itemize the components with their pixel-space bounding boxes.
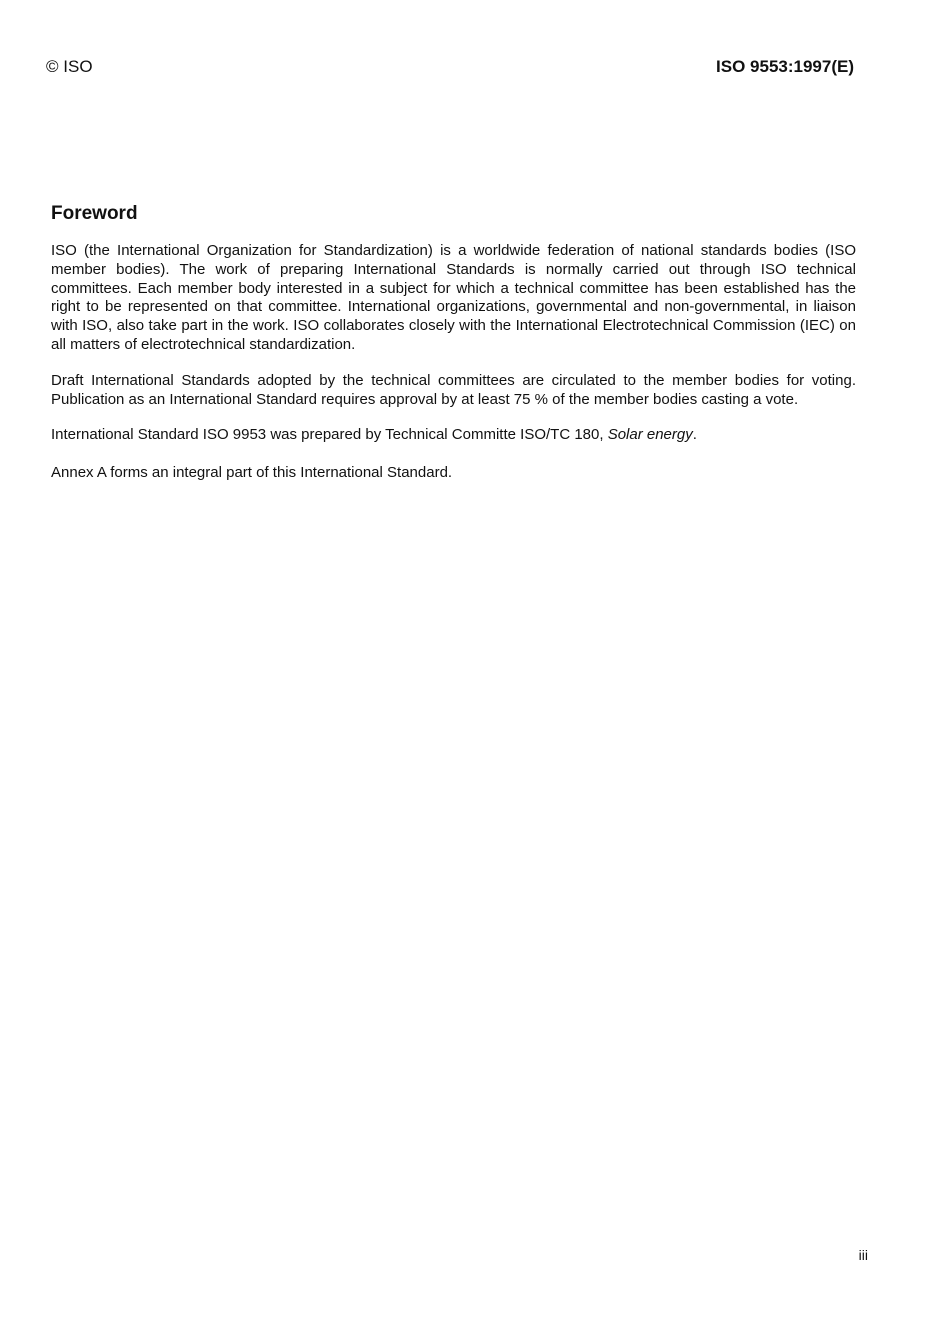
paragraph-3-suffix: . — [692, 426, 697, 444]
foreword-paragraph-4: Annex A forms an integral part of this International Standard. — [51, 464, 453, 482]
page-number: iii — [858, 1247, 868, 1263]
standard-identifier: ISO 9553:1997(E) — [716, 57, 854, 76]
foreword-body — [51, 242, 856, 500]
copyright-header — [46, 57, 93, 77]
foreword-paragraph-3 — [51, 426, 856, 445]
foreword-heading: Foreword — [51, 203, 138, 224]
copyright-symbol: © — [46, 57, 59, 76]
foreword-paragraph-2: Draft International Standards adopted by the technical committees are circulated to the member bodies for voting. Publication as an International Standard requires approval by at least 75 % of the member bodies casting a vote. — [51, 371, 856, 408]
foreword-paragraph-1: ISO (the International Organization for Standardization) is a worldwide federation of national standards bodies (ISO member bodies). The work of preparing International Standards is normally carried out through ISO technical committees. Each member body interested in a subject for which a technical committee has been established has the right to be represented on that committee. International organizations, governmental and non-governmental, in liaison with ISO, also take part in the work. ISO collaborates closely with the International Electrotechnical Commission (IEC) on all matters of electrotechnical standardization. — [51, 242, 856, 353]
paragraph-3-prefix: International Standard ISO 9953 was prepared by Technical Committe ISO/TC 180, — [51, 426, 608, 444]
technical-committee-subject: Solar energy — [607, 426, 693, 444]
organization-name: ISO — [63, 57, 93, 76]
